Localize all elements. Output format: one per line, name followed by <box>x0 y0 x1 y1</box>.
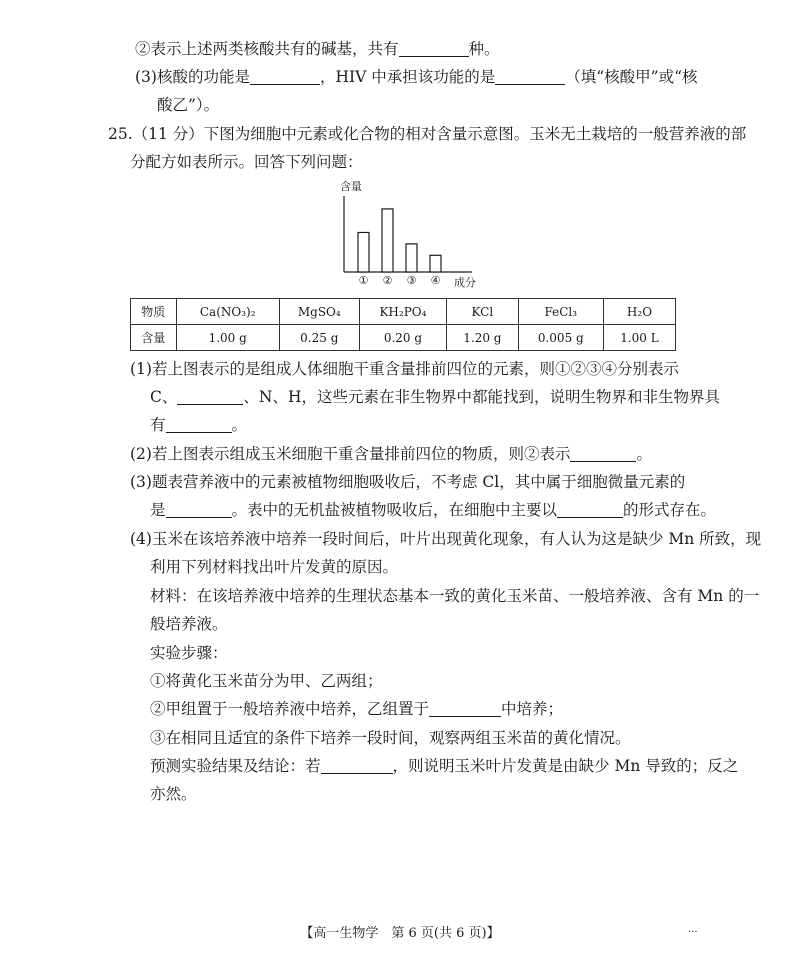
bar-2 <box>382 209 393 272</box>
text-line: (4)玉米在该培养液中培养一段时间后，叶片出现黄化现象，有人认为这是缺少 Mn 所致，现 <box>130 530 762 548</box>
answer-blank[interactable] <box>250 68 320 85</box>
answer-blank[interactable] <box>429 700 501 717</box>
text-line: ③在相同且适宜的条件下培养一段时间，观察两组玉米苗的黄化情况。 <box>150 729 631 747</box>
text-line: (1)若上图表示的是组成人体细胞干重含量排前四位的元素，则①②③④分别表示 <box>130 360 679 378</box>
table-cell: 含量 <box>131 325 177 351</box>
table-row <box>131 299 676 325</box>
table-header-cell: 物质 <box>131 299 177 325</box>
text-line: 酸乙”）。 <box>157 96 220 114</box>
answer-blank[interactable] <box>495 68 565 85</box>
text-line: (3)核酸的功能是 ，HIV 中承担该功能的是 （填“核酸甲”或“核 <box>135 68 698 86</box>
text-line: 是 。表中的无机盐被植物吸收后，在细胞中主要以 的形式存在。 <box>150 501 717 519</box>
text-line: 预测实验结果及结论：若 ，则说明玉米叶片发黄是由缺少 Mn 导致的；反之 <box>150 757 739 775</box>
x-axis-label: 成分 <box>454 276 476 289</box>
text-line: ②表示上述两类核酸共有的碱基，共有 种。 <box>135 40 500 58</box>
corner-mark: ... <box>688 924 698 935</box>
table-header-cell: FeCl₃ <box>518 299 603 325</box>
x-tick-label: ② <box>382 274 393 287</box>
bar-1 <box>358 232 369 272</box>
answer-blank[interactable] <box>321 757 393 774</box>
table-row <box>131 325 676 351</box>
text-line: 利用下列材料找出叶片发黄的原因。 <box>150 558 399 576</box>
table-header-cell: H₂O <box>603 299 675 325</box>
nutrient-table <box>130 298 676 351</box>
x-tick-label: ① <box>358 274 369 287</box>
answer-blank[interactable] <box>166 416 232 433</box>
answer-blank[interactable] <box>177 388 243 405</box>
bar-4 <box>430 255 441 272</box>
table-header-cell: KH₂PO₄ <box>359 299 446 325</box>
answer-blank[interactable] <box>399 40 469 57</box>
x-tick-label: ④ <box>430 274 441 287</box>
text-line: 分配方如表所示。回答下列问题： <box>130 153 363 171</box>
y-axis-label: 含量 <box>340 180 362 193</box>
answer-blank[interactable] <box>166 501 232 518</box>
table-cell: 0.20 g <box>359 325 446 351</box>
text-line: (3)题表营养液中的元素被植物细胞吸收后，不考虑 Cl，其中属于细胞微量元素的 <box>130 473 686 491</box>
bar-3 <box>406 244 417 272</box>
table-cell: 0.005 g <box>518 325 603 351</box>
question-25-stem: 25.（11 分）下图为细胞中元素或化合物的相对含量示意图。玉米无土栽培的一般营养液的部 <box>108 125 747 143</box>
text-line: 亦然。 <box>150 785 197 803</box>
table-header-cell: MgSO₄ <box>279 299 359 325</box>
table-header-cell: Ca(NO₃)₂ <box>176 299 279 325</box>
table-header-cell: KCl <box>447 299 518 325</box>
page-footer: 【高一生物学 第 6 页(共 6 页)】 <box>300 926 500 941</box>
x-tick-label: ③ <box>406 274 417 287</box>
table-cell: 1.20 g <box>447 325 518 351</box>
text-line: C、 、N、H，这些元素在非生物界中都能找到，说明生物界和非生物界具 <box>150 388 720 406</box>
table-cell: 1.00 g <box>176 325 279 351</box>
text-line: 实验步骤： <box>150 644 228 662</box>
answer-blank[interactable] <box>570 445 636 462</box>
text-line: (2)若上图表示组成玉米细胞干重含量排前四位的物质，则②表示 。 <box>130 445 652 463</box>
text-line: 般培养液。 <box>150 615 228 633</box>
table-cell: 1.00 L <box>603 325 675 351</box>
text-line: ②甲组置于一般培养液中培养，乙组置于 中培养； <box>150 700 564 718</box>
bar-chart <box>326 180 486 290</box>
text-line: 材料：在该培养液中培养的生理状态基本一致的黄化玉米苗、一般培养液、含有 Mn 的一 <box>150 587 760 605</box>
text-line: ①将黄化玉米苗分为甲、乙两组； <box>150 672 383 690</box>
text-line: 有 。 <box>150 416 248 434</box>
answer-blank[interactable] <box>557 501 623 518</box>
table-cell: 0.25 g <box>279 325 359 351</box>
